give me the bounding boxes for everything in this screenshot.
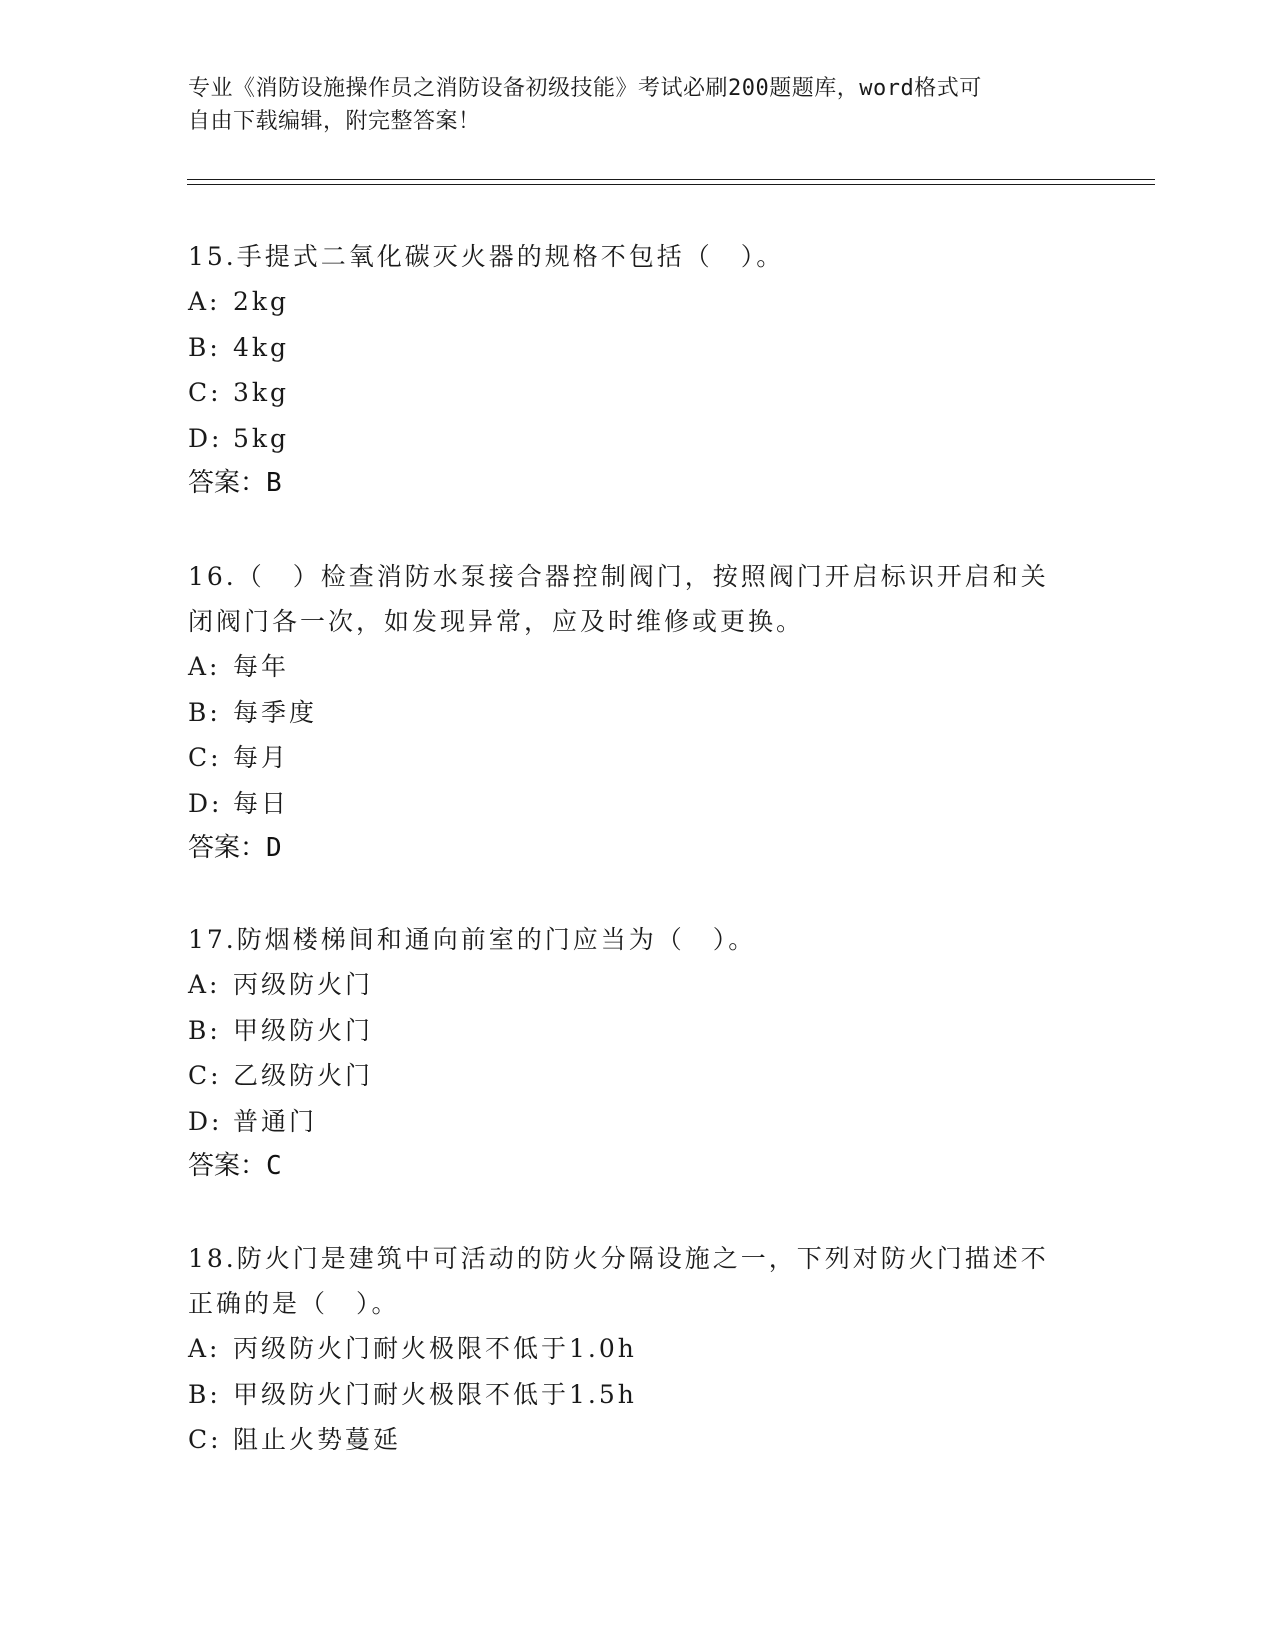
- option-a: [188, 962, 1088, 1008]
- document-header: [188, 72, 1088, 138]
- option-text: 丙级防火门: [233, 970, 374, 999]
- option-text: 丙级防火门耐火极限不低于1.0h: [233, 1334, 637, 1363]
- question-17: [188, 917, 1088, 1188]
- option-text: 每月: [233, 743, 290, 772]
- header-line-1: 专业《消防设施操作员之消防设备初级技能》考试必刷200题题库，word格式可: [188, 76, 982, 101]
- answer: 答案：D: [188, 833, 282, 863]
- option-b: [188, 325, 1088, 371]
- option-text: 每日: [233, 788, 290, 818]
- question-15: [188, 234, 1088, 505]
- option-b: [188, 1372, 1088, 1418]
- option-text: 2kg: [233, 287, 290, 316]
- option-letter: B:: [188, 1379, 221, 1409]
- option-d: [188, 1099, 1088, 1145]
- option-d: [188, 781, 1088, 827]
- header-divider-top: [187, 179, 1155, 180]
- option-letter: C:: [188, 378, 222, 407]
- option-letter: D:: [188, 423, 223, 453]
- header-line-2: 自由下载编辑，附完整答案！: [188, 109, 481, 134]
- option-text: 5kg: [233, 423, 290, 453]
- question-stem-line-1: 18.防火门是建筑中可活动的防火分隔设施之一，下列对防火门描述不: [188, 1244, 1049, 1273]
- question-stem-line-2: 正确的是（ ）。: [188, 1289, 400, 1318]
- answer: 答案：B: [188, 468, 282, 498]
- question-stem: 17.防烟楼梯间和通向前室的门应当为（ ）。: [188, 925, 757, 954]
- option-text: 每年: [233, 652, 290, 681]
- option-a: [188, 279, 1088, 325]
- option-c: [188, 1053, 1088, 1099]
- option-letter: A:: [188, 970, 221, 999]
- option-a: [188, 644, 1088, 690]
- option-letter: B:: [188, 332, 221, 362]
- option-letter: B:: [188, 697, 221, 727]
- option-c: [188, 370, 1088, 416]
- question-stem: 15.手提式二氧化碳灭火器的规格不包括（ ）。: [188, 242, 785, 271]
- option-text: 每季度: [233, 697, 318, 727]
- option-letter: A:: [188, 1334, 221, 1363]
- option-d: [188, 416, 1088, 462]
- question-stem-line-1: 16.（ ）检查消防水泵接合器控制阀门，按照阀门开启标识开启和关: [188, 562, 1049, 591]
- option-text: 甲级防火门: [233, 1015, 374, 1045]
- option-text: 4kg: [233, 332, 290, 362]
- option-letter: A:: [188, 287, 221, 316]
- option-text: 3kg: [233, 378, 290, 407]
- question-16: [188, 554, 1088, 870]
- option-b: [188, 1008, 1088, 1054]
- question-18: [188, 1236, 1088, 1463]
- option-b: [188, 690, 1088, 736]
- option-c: [188, 735, 1088, 781]
- option-letter: C:: [188, 1061, 222, 1090]
- option-letter: C:: [188, 743, 222, 772]
- option-text: 阻止火势蔓延: [233, 1425, 402, 1454]
- header-divider-bottom: [187, 184, 1155, 185]
- option-text: 普通门: [233, 1106, 318, 1136]
- option-text: 乙级防火门: [233, 1061, 374, 1090]
- option-letter: D:: [188, 788, 223, 818]
- option-letter: A:: [188, 652, 221, 681]
- option-letter: C:: [188, 1425, 222, 1454]
- option-letter: D:: [188, 1106, 223, 1136]
- answer: 答案：C: [188, 1151, 282, 1181]
- option-c: [188, 1417, 1088, 1463]
- question-stem-line-2: 闭阀门各一次，如发现异常，应及时维修或更换。: [188, 607, 805, 636]
- option-letter: B:: [188, 1015, 221, 1045]
- option-a: [188, 1326, 1088, 1372]
- option-text: 甲级防火门耐火极限不低于1.5h: [233, 1379, 637, 1409]
